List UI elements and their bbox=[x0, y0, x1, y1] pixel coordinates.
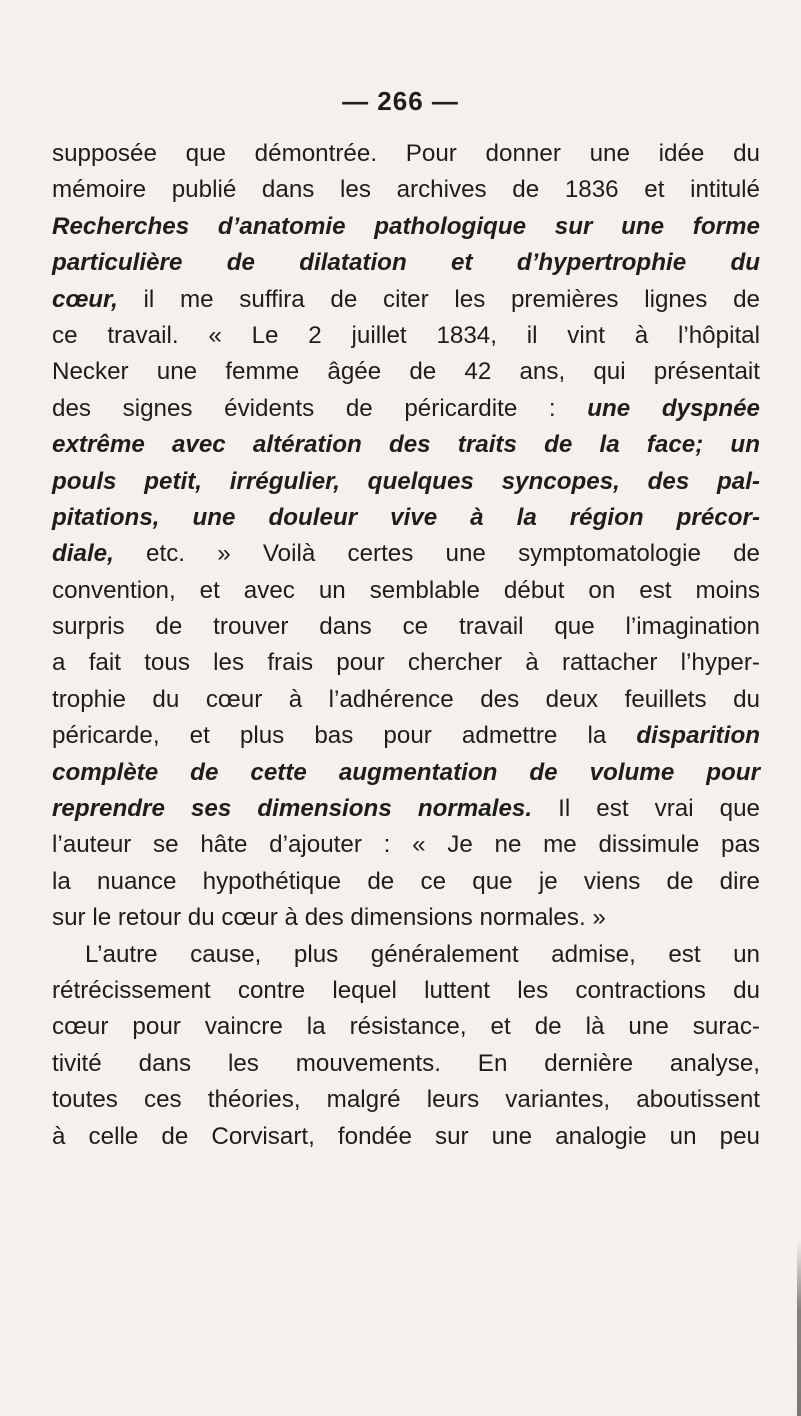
text-line bbox=[52, 755, 760, 791]
text-segment: toutes ces théories, malgré leurs variantes, aboutissent bbox=[52, 1086, 760, 1114]
text-segment: ce travail. « Le 2 juillet 1834, il vint à l’hôpital bbox=[52, 321, 760, 349]
text-line bbox=[52, 900, 760, 936]
italic-segment: cœur, bbox=[52, 285, 118, 313]
text-line bbox=[52, 864, 760, 900]
text-line bbox=[52, 718, 760, 754]
text-line bbox=[52, 609, 760, 645]
text-segment: des signes évidents de péricardite : bbox=[52, 394, 588, 422]
text-line bbox=[52, 937, 760, 973]
italic-segment: complète de cette augmentation de volume pour bbox=[52, 758, 760, 786]
text-segment: etc. » Voilà certes une symptomatologie de bbox=[113, 540, 760, 568]
page-number: — 266 — bbox=[342, 86, 459, 116]
page-edge-shadow bbox=[797, 1240, 801, 1416]
text-segment: rétrécissement contre lequel luttent les contractions du bbox=[52, 976, 760, 1004]
text-line bbox=[52, 645, 760, 681]
italic-segment: diale, bbox=[52, 540, 114, 568]
italic-segment: disparition bbox=[636, 722, 760, 750]
text-segment: cœur pour vaincre la résistance, et de là une surac- bbox=[52, 1013, 760, 1041]
text-line bbox=[52, 573, 760, 609]
text-line bbox=[52, 209, 760, 245]
text-segment: il me suffira de citer les premières lignes de bbox=[117, 285, 760, 313]
text-segment: Il est vrai que bbox=[532, 795, 760, 823]
italic-segment: pouls petit, irrégulier, quelques syncopes, des pal- bbox=[52, 467, 760, 495]
text-line bbox=[52, 500, 760, 536]
text-line bbox=[52, 464, 760, 500]
text-segment: L’autre cause, plus généralement admise, est un bbox=[85, 940, 760, 968]
text-line bbox=[52, 391, 760, 427]
text-line bbox=[52, 172, 760, 208]
italic-segment: particulière de dilatation et d’hypertrophie du bbox=[52, 249, 760, 277]
text-segment: la nuance hypothétique de ce que je viens de dire bbox=[52, 867, 760, 895]
text-line bbox=[52, 791, 760, 827]
text-segment: supposée que démontrée. Pour donner une idée du bbox=[52, 140, 760, 167]
text-line bbox=[52, 1119, 760, 1155]
italic-segment: Recherches d’anatomie pathologique sur une forme bbox=[52, 212, 760, 240]
text-line bbox=[52, 536, 760, 572]
text-segment: sur le retour du cœur à des dimensions normales. » bbox=[52, 904, 606, 932]
text-segment: surpris de trouver dans ce travail que l’imagination bbox=[52, 613, 760, 641]
text-line bbox=[52, 354, 760, 390]
text-segment: l’auteur se hâte d’ajouter : « Je ne me dissimule pas bbox=[52, 831, 760, 859]
italic-segment: extrême avec altération des traits de la face; un bbox=[52, 431, 760, 459]
text-segment: Necker une femme âgée de 42 ans, qui présentait bbox=[52, 358, 760, 386]
text-segment: tivité dans les mouvements. En dernière analyse, bbox=[52, 1049, 760, 1077]
italic-segment: pitations, une douleur vive à la région précor- bbox=[52, 503, 760, 531]
text-line bbox=[52, 827, 760, 863]
text-line bbox=[52, 136, 760, 172]
text-line bbox=[52, 282, 760, 318]
text-line bbox=[52, 245, 760, 281]
text-segment: a fait tous les frais pour chercher à rattacher l’hyper- bbox=[52, 649, 760, 677]
text-line bbox=[52, 973, 760, 1009]
text-line bbox=[52, 318, 760, 354]
text-segment: mémoire publié dans les archives de 1836 et intitulé bbox=[52, 176, 760, 204]
text-line bbox=[52, 427, 760, 463]
text-line bbox=[52, 682, 760, 718]
text-segment: trophie du cœur à l’adhérence des deux feuillets du bbox=[52, 685, 760, 713]
italic-segment: une dyspnée bbox=[587, 394, 760, 422]
text-segment: à celle de Corvisart, fondée sur une analogie un peu bbox=[52, 1122, 760, 1150]
text-line bbox=[52, 1046, 760, 1082]
text-segment: péricarde, et plus bas pour admettre la bbox=[52, 722, 637, 750]
italic-segment: reprendre ses dimensions normales. bbox=[52, 795, 533, 823]
text-line bbox=[52, 1009, 760, 1045]
text-line bbox=[52, 1082, 760, 1118]
body-text bbox=[52, 136, 760, 1155]
text-segment: convention, et avec un semblable début on est moins bbox=[52, 576, 760, 604]
